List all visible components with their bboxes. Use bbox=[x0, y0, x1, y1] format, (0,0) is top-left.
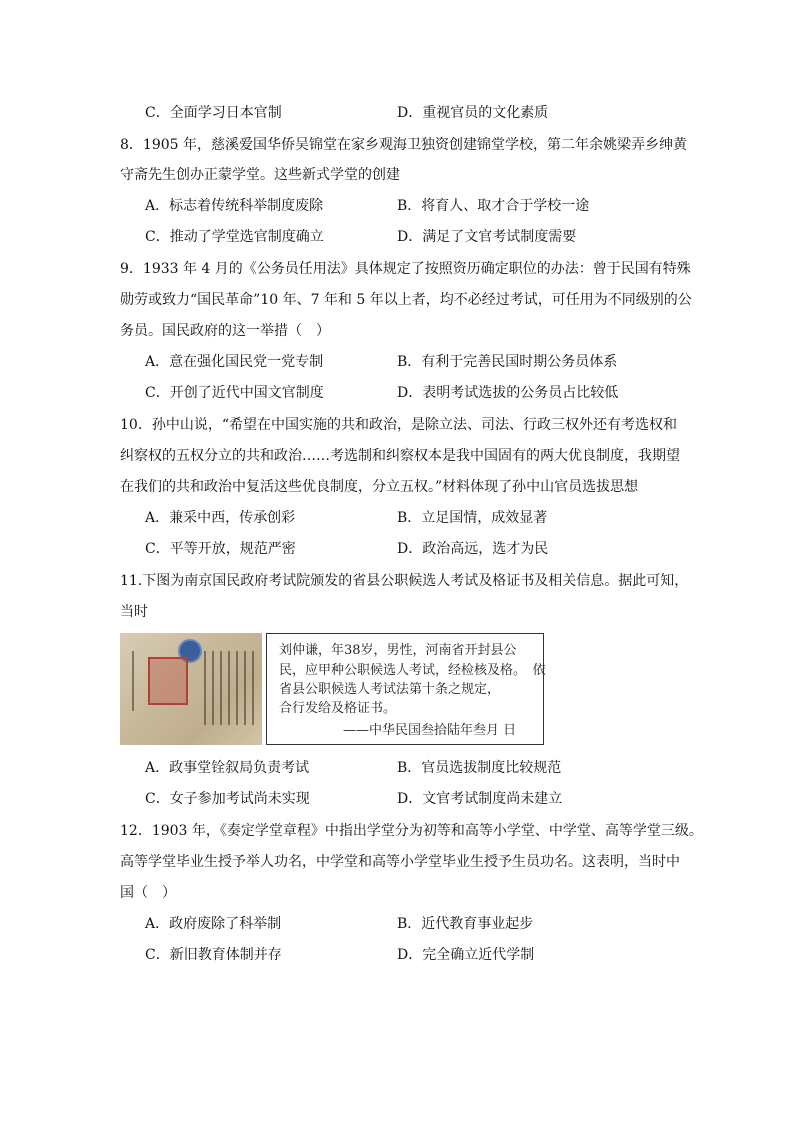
certificate-photo bbox=[120, 633, 262, 745]
q11-option-a: A．政事堂铨叙局负责考试 bbox=[145, 760, 310, 776]
q11-option-c: C．女子参加考试尚未实现 bbox=[145, 791, 310, 807]
red-stamp-icon bbox=[148, 657, 188, 705]
q9-option-b: B．有利于完善民国时期公务员体系 bbox=[397, 354, 618, 370]
q8-stem-line-1: 8．1905 年，慈溪爱国华侨吴锦堂在家乡观海卫独资创建锦堂学校，第二年余姚梁弄乡绅黄 bbox=[120, 137, 687, 153]
q12-option-b: B．近代教育事业起步 bbox=[397, 916, 534, 932]
q10-option-c: C．平等开放，规范严密 bbox=[145, 541, 296, 557]
q8-option-a: A．标志着传统科举制度废除 bbox=[145, 198, 324, 214]
q9-option-d: D．表明考试选拔的公务员占比较低 bbox=[397, 385, 619, 401]
certificate-caption-box bbox=[266, 633, 544, 745]
caption-line-1: 刘仲谦，年38岁，男性，河南省开封县公 bbox=[279, 643, 517, 658]
q11-option-b: B．官员选拔制度比较规范 bbox=[397, 760, 562, 776]
q7-option-c: C．全面学习日本官制 bbox=[145, 105, 282, 121]
q8-option-d: D．满足了文官考试制度需要 bbox=[397, 229, 577, 245]
caption-line-4: 合行发给及格证书。 bbox=[279, 701, 397, 716]
q9-stem-line-2: 勋劳或致力“国民革命”10 年、7 年和 5 年以上者，均不必经过考试，可任用为不同级别的公 bbox=[120, 292, 692, 308]
q12-stem-line-3: 国（ ） bbox=[120, 885, 176, 901]
q9-option-a: A．意在强化国民党一党专制 bbox=[145, 354, 324, 370]
q8-stem-line-2: 守斋先生创办正蒙学堂。这些新式学堂的创建 bbox=[120, 167, 400, 183]
q10-option-d: D．政治高远，选才为民 bbox=[397, 541, 549, 557]
q11-stem-line-2: 当时 bbox=[120, 604, 148, 620]
q11-option-d: D．文官考试制度尚未建立 bbox=[397, 791, 563, 807]
q10-stem-line-3: 在我们的共和政治中复活这些优良制度，分立五权。”材料体现了孙中山官员选拔思想 bbox=[120, 479, 639, 495]
q12-stem-line-1: 12．1903 年，《奏定学堂章程》中指出学堂分为初等和高等小学堂、中学堂、高等学堂三级。 bbox=[120, 823, 703, 839]
q12-option-a: A．政府废除了科举制 bbox=[145, 916, 282, 932]
q9-stem-line-1: 9．1933 年 4 月的《公务员任用法》具体规定了按照资历确定职位的办法：曾于民国有特殊 bbox=[120, 261, 691, 277]
q11-figure bbox=[120, 633, 544, 745]
caption-line-2: 民，应甲种公职候选人考试，经检核及格。 依 bbox=[279, 663, 546, 678]
q7-option-d: D．重视官员的文化素质 bbox=[397, 105, 549, 121]
q10-option-b: B．立足国情，成效显著 bbox=[397, 510, 548, 526]
q10-option-a: A．兼采中西，传承创彩 bbox=[145, 510, 296, 526]
q10-stem-line-2: 纠察权的五权分立的共和政治……考选制和纠察权本是我中国固有的两大优良制度，我期望 bbox=[120, 448, 680, 464]
q10-stem-line-1: 10．孙中山说，“希望在中国实施的共和政治，是除立法、司法、行政三权外还有考选权和 bbox=[120, 417, 677, 433]
caption-date: ——中华民国叁拾陆年叁月 日 bbox=[343, 723, 517, 738]
caption-line-3: 省县公职候选人考试法第十条之规定， bbox=[279, 682, 501, 697]
q12-option-d: D．完全确立近代学制 bbox=[397, 947, 535, 963]
q11-stem-line-1: 11.下图为南京国民政府考试院颁发的省县公职候选人考试及格证书及相关信息。据此可知， bbox=[120, 573, 689, 589]
q8-option-b: B．将育人、取才合于学校一途 bbox=[397, 198, 590, 214]
q12-stem-line-2: 高等学堂毕业生授予举人功名，中学堂和高等小学堂毕业生授予生员功名。这表明，当时中 bbox=[120, 854, 680, 870]
q9-stem-line-3: 务员。国民政府的这一举措（ ） bbox=[120, 323, 330, 339]
q9-option-c: C．开创了近代中国文官制度 bbox=[145, 385, 324, 401]
q12-option-c: C．新旧教育体制并存 bbox=[145, 947, 282, 963]
q8-option-c: C．推动了学堂选官制度确立 bbox=[145, 229, 324, 245]
